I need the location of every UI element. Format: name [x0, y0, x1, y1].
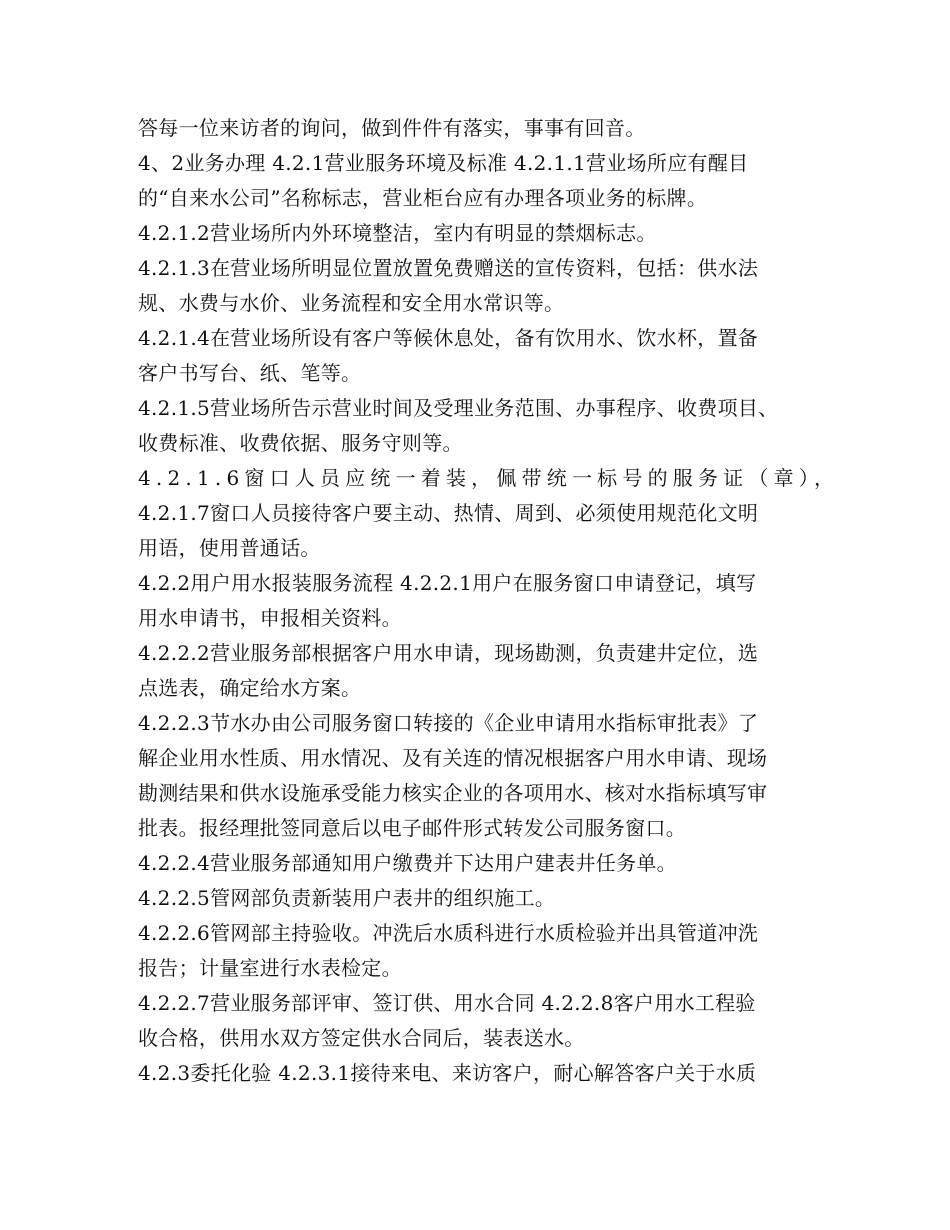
text-line: 4.2.1.7窗口人员接待客户要主动、热情、周到、必须使用规范化文明: [138, 501, 759, 525]
text-line: 4.2.3委托化验 4.2.3.1接待来电、来访客户，耐心解答客户关于水质: [138, 1061, 757, 1085]
text-line: 4.2.2用户用水报装服务流程 4.2.2.1用户在服务窗口申请登记，填写: [138, 571, 757, 595]
text-line: 报告；计量室进行水表检定。: [138, 956, 402, 980]
text-line: 规、水费与水价、业务流程和安全用水常识等。: [138, 291, 565, 315]
text-line: 4.2.1.2营业场所内外环境整洁，室内有明显的禁烟标志。: [138, 221, 657, 245]
text-line: 4、2业务办理 4.2.1营业服务环境及标准 4.2.1.1营业场所应有醒目: [138, 151, 749, 175]
text-line: 勘测结果和供水设施承受能力核实企业的各项用水、核对水指标填写审: [138, 781, 768, 805]
text-line: 4.2.2.7营业服务部评审、签订供、用水合同 4.2.2.8客户用水工程验: [138, 991, 756, 1015]
text-line: 4.2.1.3在营业场所明显位置放置免费赠送的宣传资料，包括：供水法: [138, 256, 759, 280]
text-line: 收合格，供用水双方签定供水合同后，装表送水。: [138, 1026, 585, 1050]
text-line: 4.2.2.6管网部主持验收。冲洗后水质科进行水质检验并出具管道冲洗: [138, 921, 759, 945]
text-line: 答每一位来访者的询问，做到件件有落实，事事有回音。: [138, 116, 646, 140]
text-line: 用语，使用普通话。: [138, 536, 321, 560]
text-line: 收费标准、收费依据、服务守则等。: [138, 431, 463, 455]
document-body: [138, 111, 838, 1091]
text-line: 4.2.2.5管网部负责新装用户表井的组织施工。: [138, 886, 556, 910]
text-line: 批表。报经理批签同意后以电子邮件形式转发公司服务窗口。: [138, 816, 687, 840]
text-line: 4.2.2.4营业服务部通知用户缴费并下达用户建表井任务单。: [138, 851, 677, 875]
text-line: 4.2.2.3节水办由公司服务窗口转接的《企业申请用水指标审批表》了: [138, 711, 759, 735]
text-line: 点选表，确定给水方案。: [138, 676, 362, 700]
text-line: 4.2.1.5营业场所告示营业时间及受理业务范围、办事程序、收费项目、: [138, 396, 779, 420]
text-line: 4.2.1.6窗口人员应统一着装，佩带统一标号的服务证（章），: [138, 466, 840, 490]
text-line: 客户书写台、纸、笔等。: [138, 361, 362, 385]
text-line: 的“自来水公司”名称标志，营业柜台应有办理各项业务的标牌。: [138, 186, 708, 210]
text-line: 4.2.2.2营业服务部根据客户用水申请，现场勘测，负责建井定位，选: [138, 641, 759, 665]
text-line: 4.2.1.4在营业场所设有客户等候休息处，备有饮用水、饮水杯，置备: [138, 326, 759, 350]
text-line: 用水申请书，申报相关资料。: [138, 606, 402, 630]
text-line: 解企业用水性质、用水情况、及有关连的情况根据客户用水申请、现场: [138, 746, 768, 770]
